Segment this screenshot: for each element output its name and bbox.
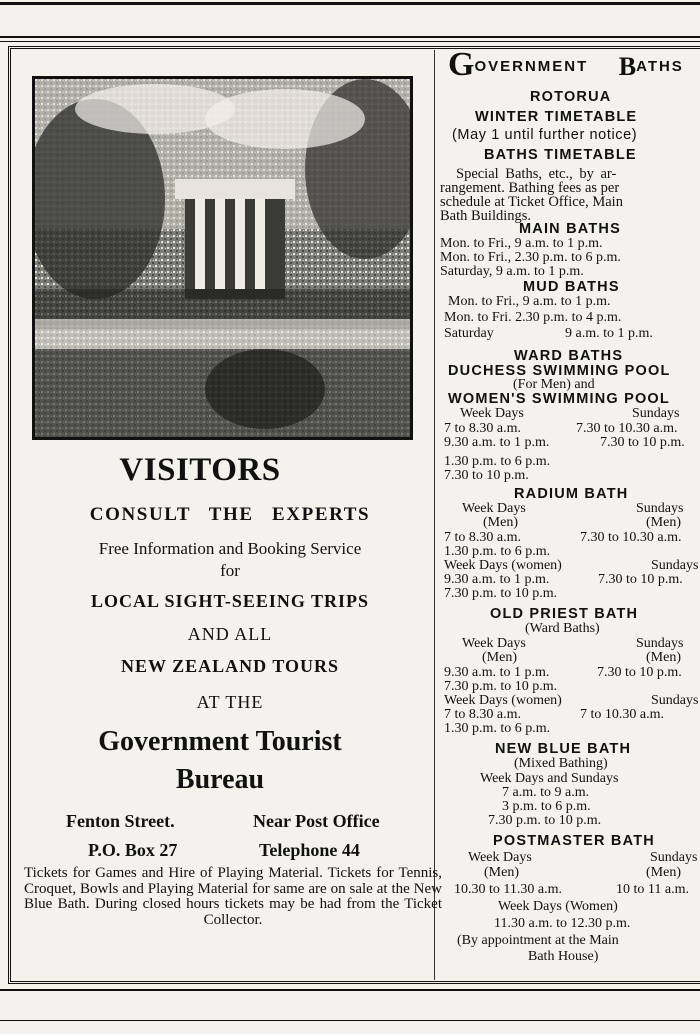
old-priest-hours-4a: 7 to 8.30 a.m. — [444, 707, 521, 722]
address-street: Fenton Street. — [66, 811, 175, 831]
local-trips-line: LOCAL SIGHT-SEEING TRIPS — [90, 591, 370, 611]
radium-women: Week Days (women) — [444, 558, 562, 573]
radium-men: (Men) — [483, 515, 518, 530]
postmaster-hours-3: 11.30 a.m. to 12.30 p.m. — [494, 916, 631, 931]
and-all-line: AND ALL — [187, 624, 273, 644]
radium-weekdays: Week Days — [462, 501, 526, 516]
main-baths-heading: MAIN BATHS — [519, 221, 621, 237]
old-priest-women-sun: Sundays — [651, 693, 699, 708]
mud-hours-3a: Saturday — [444, 326, 494, 341]
nz-tours-line: NEW ZEALAND TOURS — [120, 656, 340, 676]
radium-hours-4b: 7.30 to 10 p.m. — [598, 572, 683, 587]
header-rule — [0, 36, 700, 38]
postmaster-sundays: Sundays — [650, 850, 698, 865]
main-hours-1: Mon. to Fri., 9 a.m. to 1 p.m. — [440, 236, 603, 251]
header-rule-thin — [0, 41, 700, 42]
for-line: for — [220, 561, 240, 580]
new-blue-hours-1: 7 a.m. to 9 a.m. — [502, 785, 590, 800]
mud-baths-heading: MUD BATHS — [523, 279, 620, 295]
womens-heading: WOMEN'S SWIMMING POOL — [448, 391, 670, 407]
main-hours-2: Mon. to Fri., 2.30 p.m. to 6 p.m. — [440, 250, 621, 265]
postmaster-women: Week Days (Women) — [498, 899, 618, 914]
postmaster-hours-1b: 10 to 11 a.m. — [616, 882, 689, 897]
postmaster-heading: POSTMASTER BATH — [493, 833, 655, 849]
tickets-paragraph: Tickets for Games and Hire of Playing Material. Tickets for Tennis, Croquet, Bowls and Playing Material for same are on sale at the New Blue Bath. During closed hours tickets may be had from the Ticket Collector. — [24, 865, 442, 928]
special-line-2: rangement. Bathing fees as per — [440, 180, 620, 196]
may-note: (May 1 until further notice) — [452, 127, 638, 143]
bottom-rule — [0, 989, 700, 991]
new-blue-heading: NEW BLUE BATH — [495, 741, 632, 757]
ward-hours-2a: 9.30 a.m. to 1 p.m. — [444, 435, 550, 450]
winter-heading: WINTER TIMETABLE — [475, 109, 638, 125]
bureau-name-line1: Government Tourist — [98, 726, 342, 757]
at-the-line: AT THE — [196, 692, 264, 712]
radium-hours-1a: 7 to 8.30 a.m. — [444, 530, 521, 545]
ward-hours-1b: 7.30 to 10.30 a.m. — [576, 421, 678, 436]
main-hours-3: Saturday, 9 a.m. to 1 p.m. — [440, 264, 584, 279]
old-priest-women: Week Days (women) — [444, 693, 562, 708]
new-blue-hours-3: 7.30 p.m. to 10 p.m. — [488, 813, 602, 828]
bureau-name-line2: Bureau — [175, 764, 265, 795]
new-blue-hours-2: 3 p.m. to 6 p.m. — [502, 799, 591, 814]
old-priest-sundays: Sundays — [636, 636, 684, 651]
postmaster-men: (Men) — [484, 865, 519, 880]
address-near: Near Post Office — [253, 811, 380, 831]
radium-sundays: Sundays — [636, 501, 684, 516]
postmaster-hours-1a: 10.30 to 11.30 a.m. — [454, 882, 562, 897]
mud-hours-1: Mon. to Fri., 9 a.m. to 1 p.m. — [448, 294, 611, 309]
ward-hours-4: 7.30 to 10 p.m. — [444, 468, 529, 483]
po-box: P.O. Box 27 — [88, 840, 178, 860]
ward-weekdays: Week Days — [460, 406, 524, 421]
ward-baths-heading: WARD BATHS — [514, 348, 624, 364]
radium-women-sun: Sundays — [651, 558, 699, 573]
postmaster-weekdays: Week Days — [468, 850, 532, 865]
title-initial-g: G — [448, 46, 475, 83]
top-rule — [0, 2, 700, 5]
radium-hours-4a: 9.30 a.m. to 1 p.m. — [444, 572, 550, 587]
mud-hours-3b: 9 a.m. to 1 p.m. — [565, 326, 653, 341]
old-priest-hours-4b: 7 to 10.30 a.m. — [580, 707, 664, 722]
old-priest-hours-1b: 7.30 to 10 p.m. — [597, 665, 682, 680]
telephone: Telephone 44 — [259, 840, 360, 860]
postmaster-men-sun: (Men) — [646, 865, 681, 880]
postmaster-bath-house: Bath House) — [528, 949, 599, 964]
radium-hours-5: 7.30 p.m. to 10 p.m. — [444, 586, 558, 601]
old-priest-men-sun: (Men) — [646, 650, 681, 665]
old-priest-hours-1a: 9.30 a.m. to 1 p.m. — [444, 665, 550, 680]
old-priest-men: (Men) — [482, 650, 517, 665]
mud-hours-2: Mon. to Fri. 2.30 p.m. to 4 p.m. — [444, 310, 622, 325]
radium-hours-2: 1.30 p.m. to 6 p.m. — [444, 544, 551, 559]
bottom-rule-thin — [0, 1020, 700, 1021]
timetable-title — [448, 46, 684, 84]
duchess-heading: DUCHESS SWIMMING POOL — [448, 363, 671, 379]
special-line-1: Special Baths, etc., by ar- — [456, 166, 617, 182]
old-priest-hours-5: 1.30 p.m. to 6 p.m. — [444, 721, 551, 736]
rotorua-heading: ROTORUA — [530, 89, 612, 105]
ward-hours-3: 1.30 p.m. to 6 p.m. — [444, 454, 551, 469]
bathhouse-photo — [32, 76, 413, 440]
old-priest-weekdays: Week Days — [462, 636, 526, 651]
baths-timetable-heading: BATHS TIMETABLE — [484, 147, 637, 163]
new-blue-days: Week Days and Sundays — [480, 771, 619, 786]
consult-line: CONSULT THE EXPERTS — [89, 504, 371, 525]
title-baths: ATHS — [636, 58, 684, 75]
special-line-4: Bath Buildings. — [440, 208, 532, 224]
radium-men-sun: (Men) — [646, 515, 681, 530]
new-blue-mixed: (Mixed Bathing) — [514, 756, 608, 771]
old-priest-heading: OLD PRIEST BATH — [490, 606, 639, 622]
old-priest-ward: (Ward Baths) — [525, 621, 600, 636]
ward-hours-2b: 7.30 to 10 p.m. — [600, 435, 685, 450]
visitors-heading: VISITORS — [119, 452, 281, 488]
ward-hours-1a: 7 to 8.30 a.m. — [444, 421, 521, 436]
title-government: OVERNMENT — [474, 58, 589, 75]
old-priest-hours-2: 7.30 p.m. to 10 p.m. — [444, 679, 558, 694]
radium-heading: RADIUM BATH — [514, 486, 629, 502]
ward-sundays: Sundays — [632, 406, 680, 421]
title-initial-b: B — [618, 52, 637, 81]
postmaster-appointment: (By appointment at the Main — [457, 933, 619, 948]
for-men-note: (For Men) and — [513, 377, 595, 392]
radium-hours-1b: 7.30 to 10.30 a.m. — [580, 530, 682, 545]
special-line-3: schedule at Ticket Office, Main — [440, 194, 623, 210]
free-info-line: Free Information and Booking Service — [98, 539, 362, 558]
